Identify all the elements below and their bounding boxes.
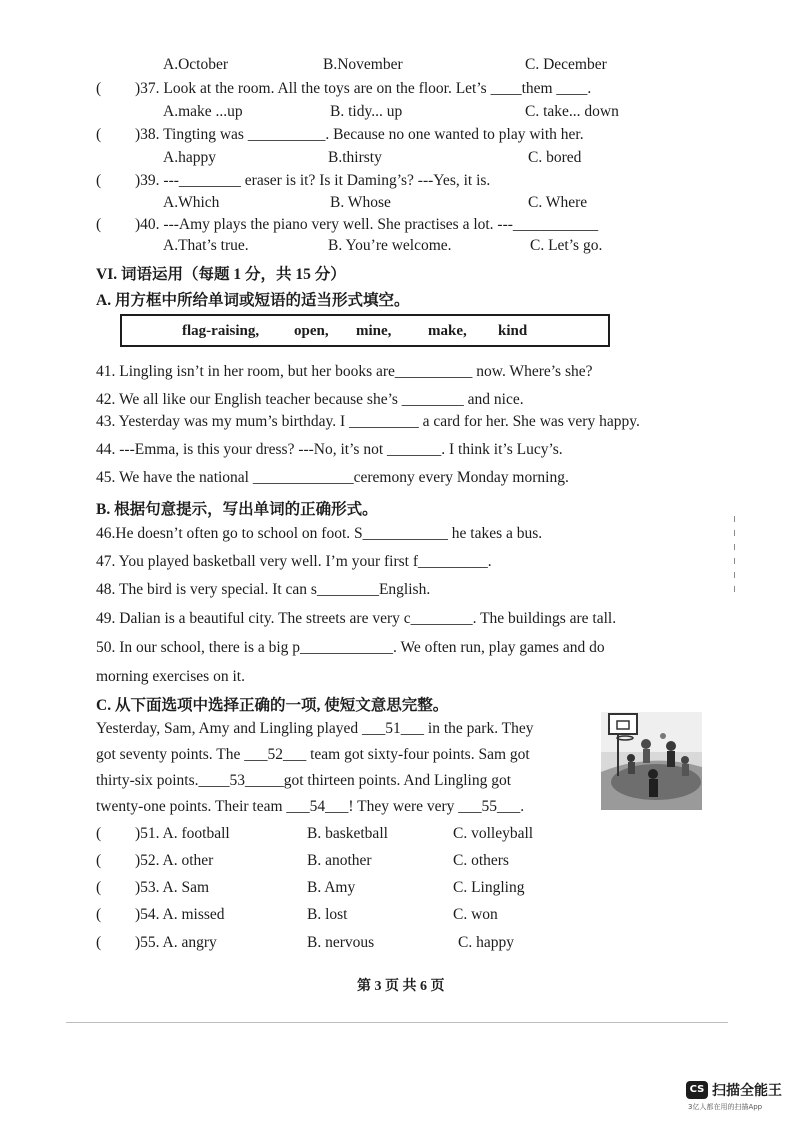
q37-option-c: C. take... down (525, 103, 619, 120)
word-box-item: make, (428, 323, 467, 339)
q36-option-c: C. December (525, 56, 607, 73)
word-box-item: kind (498, 323, 528, 339)
q36-option-b: B.November (323, 56, 403, 73)
q52-option-c: C. others (453, 852, 509, 869)
q55-option-b: B. nervous (307, 934, 375, 951)
q54-option-c: C. won (453, 906, 498, 923)
passage-line: got seventy points. The ___52___ team got sixty-four points. Sam got (96, 746, 530, 763)
q52-option-b: B. another (307, 852, 372, 869)
q46: 46.He doesn’t often go to school on foot. S___________ he takes a bus. (96, 525, 543, 542)
q54-stem: )54. A. missed (135, 906, 225, 923)
q37-option-b: B. tidy... up (330, 103, 403, 120)
q38-option-a: A.happy (163, 149, 216, 166)
section-title: VI. 词语运用（每题 1 分，共 15 分） (96, 266, 346, 283)
part-a-instruction: A. 用方框中所给单词或短语的适当形式填空。 (96, 292, 410, 309)
q38-option-c: C. bored (528, 149, 582, 166)
q51-bracket: ( (96, 825, 102, 842)
word-box (120, 314, 610, 347)
q50-line1: 50. In our school, there is a big p____________. We often run, play games and do (96, 639, 605, 656)
q53-option-c: C. Lingling (453, 879, 525, 896)
margin-dash (734, 530, 735, 536)
q47: 47. You played basketball very well. I’m your first f_________. (96, 553, 492, 570)
q38-option-b: B.thirsty (328, 149, 382, 166)
q51-option-b: B. basketball (307, 825, 388, 842)
q49: 49. Dalian is a beautiful city. The streets are very c________. The buildings are tall. (96, 610, 617, 627)
q51-stem: )51. A. football (135, 825, 230, 842)
q39-option-c: C. Where (528, 194, 588, 211)
q45: 45. We have the national _____________ceremony every Monday morning. (96, 469, 569, 486)
q37-option-a: A.make ...up (163, 103, 243, 120)
word-box-item: mine, (356, 323, 392, 339)
q54-option-b: B. lost (307, 906, 348, 923)
q37-stem: )37. Look at the room. All the toys are on the floor. Let’s ____them ____. (135, 80, 592, 97)
footer-rule (66, 1022, 728, 1023)
q39-option-b: B. Whose (330, 194, 391, 211)
q42: 42. We all like our English teacher because she’s ________ and nice. (96, 391, 524, 408)
basketball-illustration (601, 712, 702, 810)
q39-stem: )39. ---________ eraser is it? Is it Daming’s? ---Yes, it is. (135, 172, 491, 189)
q40-option-a: A.That’s true. (163, 237, 249, 254)
q52-stem: )52. A. other (135, 852, 214, 869)
q40-option-b: B. You’re welcome. (328, 237, 452, 254)
part-c-instruction: C. 从下面选项中选择正确的一项, 使短文意思完整。 (96, 697, 449, 714)
margin-dash (734, 586, 735, 592)
q55-stem: )55. A. angry (135, 934, 217, 951)
q40-stem: )40. ---Amy plays the piano very well. She practises a lot. ---___________ (135, 216, 599, 233)
q37-bracket: ( (96, 80, 102, 97)
margin-dash (734, 544, 735, 550)
q55-option-c: C. happy (458, 934, 514, 951)
q40-option-c: C. Let’s go. (530, 237, 603, 254)
q53-stem: )53. A. Sam (135, 879, 210, 896)
scanner-tagline: 3亿人都在用的扫描App (688, 1103, 763, 1111)
q48: 48. The bird is very special. It can s________English. (96, 581, 431, 598)
q39-option-a: A.Which (163, 194, 220, 211)
q36-option-a: A.October (163, 56, 228, 73)
q54-bracket: ( (96, 906, 102, 923)
q40-bracket: ( (96, 216, 102, 233)
q55-bracket: ( (96, 934, 102, 951)
scanner-logo-icon: CS (686, 1081, 708, 1099)
q53-bracket: ( (96, 879, 102, 896)
page-number: 第 3 页 共 6 页 (357, 979, 445, 994)
passage-line: Yesterday, Sam, Amy and Lingling played ___51___ in the park. They (96, 720, 534, 737)
q44: 44. ---Emma, is this your dress? ---No, it’s not _______. I think it’s Lucy’s. (96, 441, 563, 458)
q39-bracket: ( (96, 172, 102, 189)
part-b-instruction: B. 根据句意提示，写出单词的正确形式。 (96, 501, 378, 518)
q41: 41. Lingling isn’t in her room, but her books are__________ now. Where’s she? (96, 363, 593, 380)
q51-option-c: C. volleyball (453, 825, 534, 842)
word-box-item: open, (294, 323, 329, 339)
passage-line: twenty-one points. Their team ___54___! They were very ___55___. (96, 798, 525, 815)
q53-option-b: B. Amy (307, 879, 356, 896)
scanner-brand: 扫描全能王 (712, 1083, 782, 1099)
q52-bracket: ( (96, 852, 102, 869)
q38-bracket: ( (96, 126, 102, 143)
margin-dash (734, 558, 735, 564)
margin-dash (734, 572, 735, 578)
word-box-item: flag-raising, (182, 323, 260, 339)
q43: 43. Yesterday was my mum’s birthday. I _________ a card for her. She was very happy. (96, 413, 640, 430)
q38-stem: )38. Tingting was __________. Because no one wanted to play with her. (135, 126, 584, 143)
passage-line: thirty-six points.____53_____got thirteen points. And Lingling got (96, 772, 512, 789)
q50-line2: morning exercises on it. (96, 668, 245, 685)
margin-dash (734, 516, 735, 522)
